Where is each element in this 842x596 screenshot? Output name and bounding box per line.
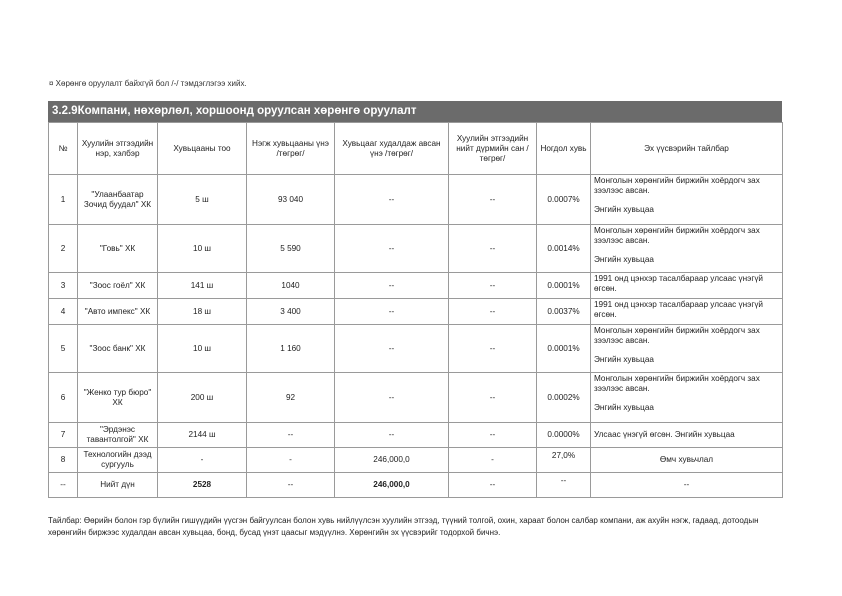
source-text: Монголын хөрөнгийн биржийн хоёрдогч зах зээлээс авсан. [594,176,760,195]
header-shares: Хувьцааны тоо [158,123,247,175]
cell-shares: 2144 ш [158,423,247,448]
total-source: -- [591,473,783,498]
cell-source [591,225,783,273]
cell-fund: -- [449,325,537,373]
header-fund: Хуулийн этгээдийн нийт дүрмийн сан / төгрөг/ [449,123,537,175]
table-row [49,373,783,423]
source-text: Монголын хөрөнгийн биржийн хоёрдогч зах зээлээс авсан. [594,374,760,393]
cell-shares: 141 ш [158,273,247,299]
header-share-pct: Ногдол хувь [537,123,591,175]
cell-fund: - [449,448,537,473]
cell-bought: -- [335,175,449,225]
header-unit-price: Нэгж хувьцааны үнэ /төгрөг/ [247,123,335,175]
cell-entity: "Говь" ХК [78,225,158,273]
cell-shares: 10 ш [158,225,247,273]
cell-num: 4 [49,299,78,325]
cell-fund: -- [449,225,537,273]
cell-shares: 18 ш [158,299,247,325]
cell-share-pct: 0.0000% [537,423,591,448]
total-share-pct: -- [537,473,591,498]
source-type: Энгийн хувьцаа [594,403,654,412]
cell-unit-price: - [247,448,335,473]
investment-table-section [48,101,782,498]
total-shares: 2528 [158,473,247,498]
table-row [49,325,783,373]
footer-note: Тайлбар: Өөрийн болон гэр бүлийн гишүүдийн үүсгэн байгуулсан болон хувь нийлүүлсэн хуулийн этгээд, түүний толгой, охин, хараат болон салбар компани, аж ахуйн нэгж, гадаад, дотоодын хөрөнгийн биржээс худалдан авсан хувьцаа, бонд, бусад үнэт цаасыг мэдүүлнэ. Хөрөнгийн эх үүсвэрийг тодорхой бичнэ. [48,516,759,537]
cell-shares: 5 ш [158,175,247,225]
total-bought: 246,000,0 [335,473,449,498]
cell-num: 1 [49,175,78,225]
table-row [49,225,783,273]
cell-source [591,175,783,225]
cell-unit-price: 93 040 [247,175,335,225]
cell-source: Улсаас үнэгүй өгсөн. Энгийн хувьцаа [591,423,783,448]
cell-num: 5 [49,325,78,373]
cell-share-pct: 0.0002% [537,373,591,423]
cell-shares: - [158,448,247,473]
total-fund: -- [449,473,537,498]
cell-fund: -- [449,299,537,325]
cell-fund: -- [449,175,537,225]
cell-fund: -- [449,423,537,448]
table-row [49,273,783,299]
investment-table [48,122,783,498]
cell-unit-price: 3 400 [247,299,335,325]
cell-entity: "Эрдэнэс тавантолгой" ХК [78,423,158,448]
cell-shares: 200 ш [158,373,247,423]
source-type: Энгийн хувьцаа [594,355,654,364]
cell-share-pct: 0.0014% [537,225,591,273]
cell-entity: "Улаанбаатар Зочид буудал" ХК [78,175,158,225]
cell-entity: Технологийн дээд сургууль [78,448,158,473]
cell-entity: "Женко тур бюро" ХК [78,373,158,423]
table-row [49,448,783,473]
source-type: Энгийн хувьцаа [594,255,654,264]
cell-bought: -- [335,225,449,273]
header-bought: Хувьцааг худалдаж авсан үнэ /төгрөг/ [335,123,449,175]
cell-share-pct: 0.0001% [537,325,591,373]
total-unit-price: -- [247,473,335,498]
cell-bought: -- [335,273,449,299]
table-row [49,299,783,325]
cell-num: 2 [49,225,78,273]
cell-source: Өмч хувьчлал [591,448,783,473]
cell-fund: -- [449,273,537,299]
header-source: Эх үүсвэрийн тайлбар [591,123,783,175]
cell-bought: -- [335,299,449,325]
cell-unit-price: 92 [247,373,335,423]
cell-fund: -- [449,373,537,423]
cell-bought: 246,000,0 [335,448,449,473]
cell-source: 1991 онд цэнхэр тасалбараар улсаас үнэгүй өгсөн. [591,299,783,325]
cell-bought: -- [335,423,449,448]
source-type: Энгийн хувьцаа [594,205,654,214]
cell-source: 1991 онд цэнхэр тасалбараар улсаас үнэгүй өгсөн. [591,273,783,299]
total-label: Нийт дүн [78,473,158,498]
total-row [49,473,783,498]
cell-source [591,325,783,373]
table-row [49,175,783,225]
cell-bought: -- [335,373,449,423]
cell-bought: -- [335,325,449,373]
cell-share-pct: 0.0007% [537,175,591,225]
cell-share-pct: 27,0% [537,448,591,473]
cell-unit-price: 5 590 [247,225,335,273]
cell-unit-price: -- [247,423,335,448]
cell-num: 7 [49,423,78,448]
cell-share-pct: 0.0037% [537,299,591,325]
cell-unit-price: 1 160 [247,325,335,373]
cell-num: 3 [49,273,78,299]
cell-num: -- [49,473,78,498]
cell-num: 8 [49,448,78,473]
cell-shares: 10 ш [158,325,247,373]
header-num: № [49,123,78,175]
cell-source [591,373,783,423]
section-title: 3.2.9Компани, нөхөрлөл, хоршоонд оруулсан хөрөнгө оруулалт [48,101,782,122]
table-row [49,423,783,448]
cell-num: 6 [49,373,78,423]
source-text: Монголын хөрөнгийн биржийн хоёрдогч зах зээлээс авсан. [594,326,760,345]
header-row [49,123,783,175]
cell-entity: "Авто импекс" ХК [78,299,158,325]
header-entity: Хуулийн этгээдийн нэр, хэлбэр [78,123,158,175]
cell-entity: "Зоос гоёл" ХК [78,273,158,299]
instruction-note: ¤ Хөрөнгө оруулалт байхгүй бол /-/ тэмдэглэгээ хийх. [49,79,247,88]
cell-unit-price: 1040 [247,273,335,299]
cell-share-pct: 0.0001% [537,273,591,299]
cell-entity: "Зоос банк" ХК [78,325,158,373]
source-text: Монголын хөрөнгийн биржийн хоёрдогч зах зээлээс авсан. [594,226,760,245]
